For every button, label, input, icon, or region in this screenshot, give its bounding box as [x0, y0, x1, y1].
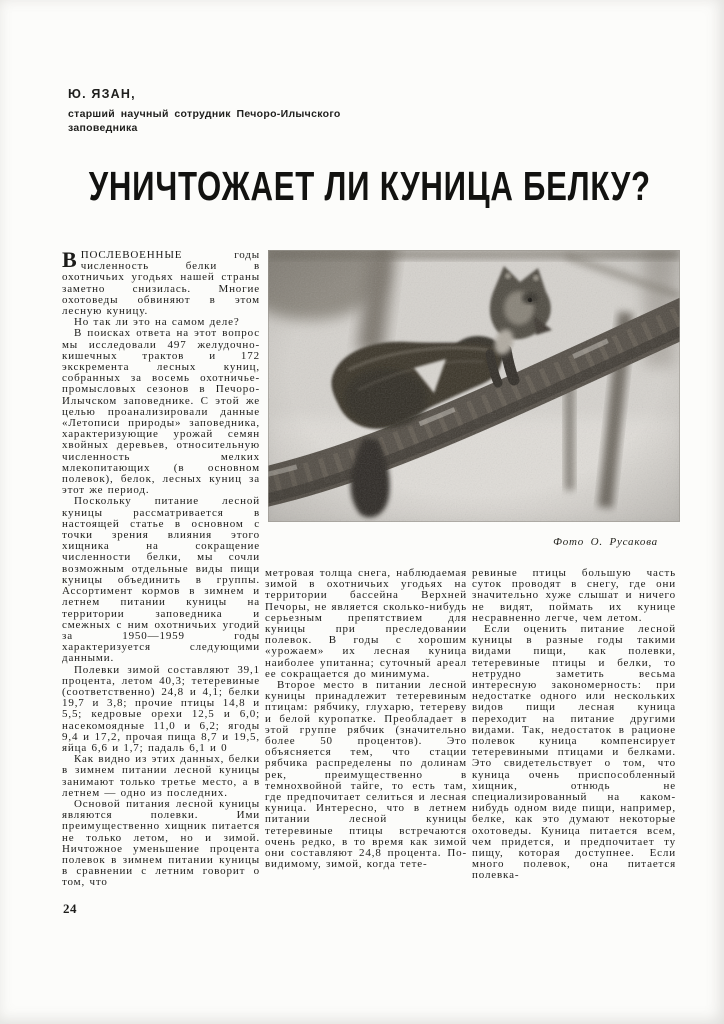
paragraph: ВПОСЛЕВОЕННЫЕ годы численность белки в охотничьих угодьях нашей страны заметно снизилась. Многие охотоведы обвиняют в этом лесную куницу. — [62, 250, 260, 318]
paragraph: Полевки зимой составляют 39,1 процента, летом 40,3; тетеревиные (соответственно) 24,8 и 4,1; белки 19,7 и 3,8; прочие птицы 14,8 и 5,5; кедровые орехи 12,5 и 6,0; насекомоядные 11,0 и 6,2; ягоды 9,4 и 17,2, прочая пища 8,7 и 19,5, яйца 6,6 и 1,7; падаль 6,1 и 0 — [62, 663, 260, 754]
author-role: старший научный сотрудник Печоро-Илычского заповедника — [68, 108, 341, 134]
paragraph: Поскольку питание лесной куницы рассматривается в настоящей статье в основном с точки зрения влияния этого хищника на сокращение численности белки, мы сочли возможным отдельные виды пищи куницы объединить в группы. Ассортимент кормов в зимнем и летнем питании куницы на территории заповедника и смежных с ним охотничьих угодий за 1950—1959 годы характеризуется следующими данными. — [62, 495, 260, 665]
byline — [68, 87, 360, 135]
text-column-1 — [62, 250, 260, 902]
drop-cap: В — [62, 250, 77, 272]
text-column-2 — [265, 568, 467, 902]
paragraph: Но так ли это на самом деле? — [74, 316, 240, 329]
page-number: 24 — [63, 901, 77, 916]
marten-photo-illustration — [268, 250, 680, 522]
paragraph: Если оценить питание лесной куницы в разные годы такими видами пищи, как полевки, тетеревиные птицы и белки, то нетрудно заметить весьма интересную закономерность: при недостатке одного или нескольких видов пищи лесная куница переходит на питание другими видами. Так, недостаток в рационе полевок куница компенсирует тетеревиными птицами и белками. Это свидетельствует о том, что куница очень приспособленный хищник, отнюдь не специализированный на каком-нибудь одном виде пищи, например, белке, как это думают некоторые охотоведы. Куница питается всем, чем придется, и предпочитает ту пищу, которая доступнее. Если много полевок, она питается полевка- — [472, 623, 676, 882]
marten-photo — [268, 250, 680, 522]
article-title — [0, 163, 724, 210]
paragraph: метровая толща снега, наблюдаемая зимой в охотничьих угодьях на территории бассейна Верхней Печоры, не является сколько-нибудь серьезным препятствием для куницы при преследовании полевок. В годы с хорошим «урожаем» их лесная куница наиболее упитанна; суточный ареал ее сокращается до минимума. — [265, 568, 467, 680]
photo-caption: Фото О. Русакова — [553, 536, 658, 548]
paragraph: ревиные птицы большую часть суток проводят в снегу, где они значительно хуже слышат и ничего не видят, поймать их кунице несравненно легче, чем летом. — [472, 568, 676, 624]
text-column-3 — [472, 568, 676, 902]
paragraph: Основой питания лесной куницы являются полевки. Ими преимущественно хищник питается не только летом, но и зимой. Ничтожное уменьшение процента полевок в зимнем питании куницы в сравнении с летним говорит о том, что — [62, 797, 260, 889]
paragraph: Второе место в питании лесной куницы принадлежит тетеревиным птицам: рябчику, глухарю, тетереву и белой куропатке. Преобладает в этой группе рябчик (значительно более 50 процентов). Это объясняется тем, что стации рябчика распределены по долинам рек, преимущественно в темнохвойной тайге, то есть там, где предпочитает селиться и лесная куница. Интересно, что в летнем питании лесной куницы тетеревиные птицы встречаются очень редко, в то время как зимой они составляют 24,8 процента. По-видимому, зимой, когда тете- — [265, 679, 467, 871]
paragraph: Как видно из этих данных, белки в зимнем питании лесной куницы занимают только третье место, а в летнем — одно из последних. — [62, 753, 260, 799]
author-name: Ю. ЯЗАН, — [68, 87, 136, 101]
paragraph: В поисках ответа на этот вопрос мы исследовали 497 желудочно-кишечных трактов и 172 экскремента лесных куниц, собранных за восемь охотничье-промысловых сезонов в Печоро-Илычском заповеднике. С этой же целью проанализировали данные «Летописи природы» заповедника, характеризующие урожай семян хвойных деревьев, относительную численность мелких млекопитающих (в основном полевок), белок, лесных куниц за этот же период. — [62, 327, 260, 497]
article-title-text: УНИЧТОЖАЕТ ЛИ КУНИЦА БЕЛКУ? — [88, 163, 651, 209]
